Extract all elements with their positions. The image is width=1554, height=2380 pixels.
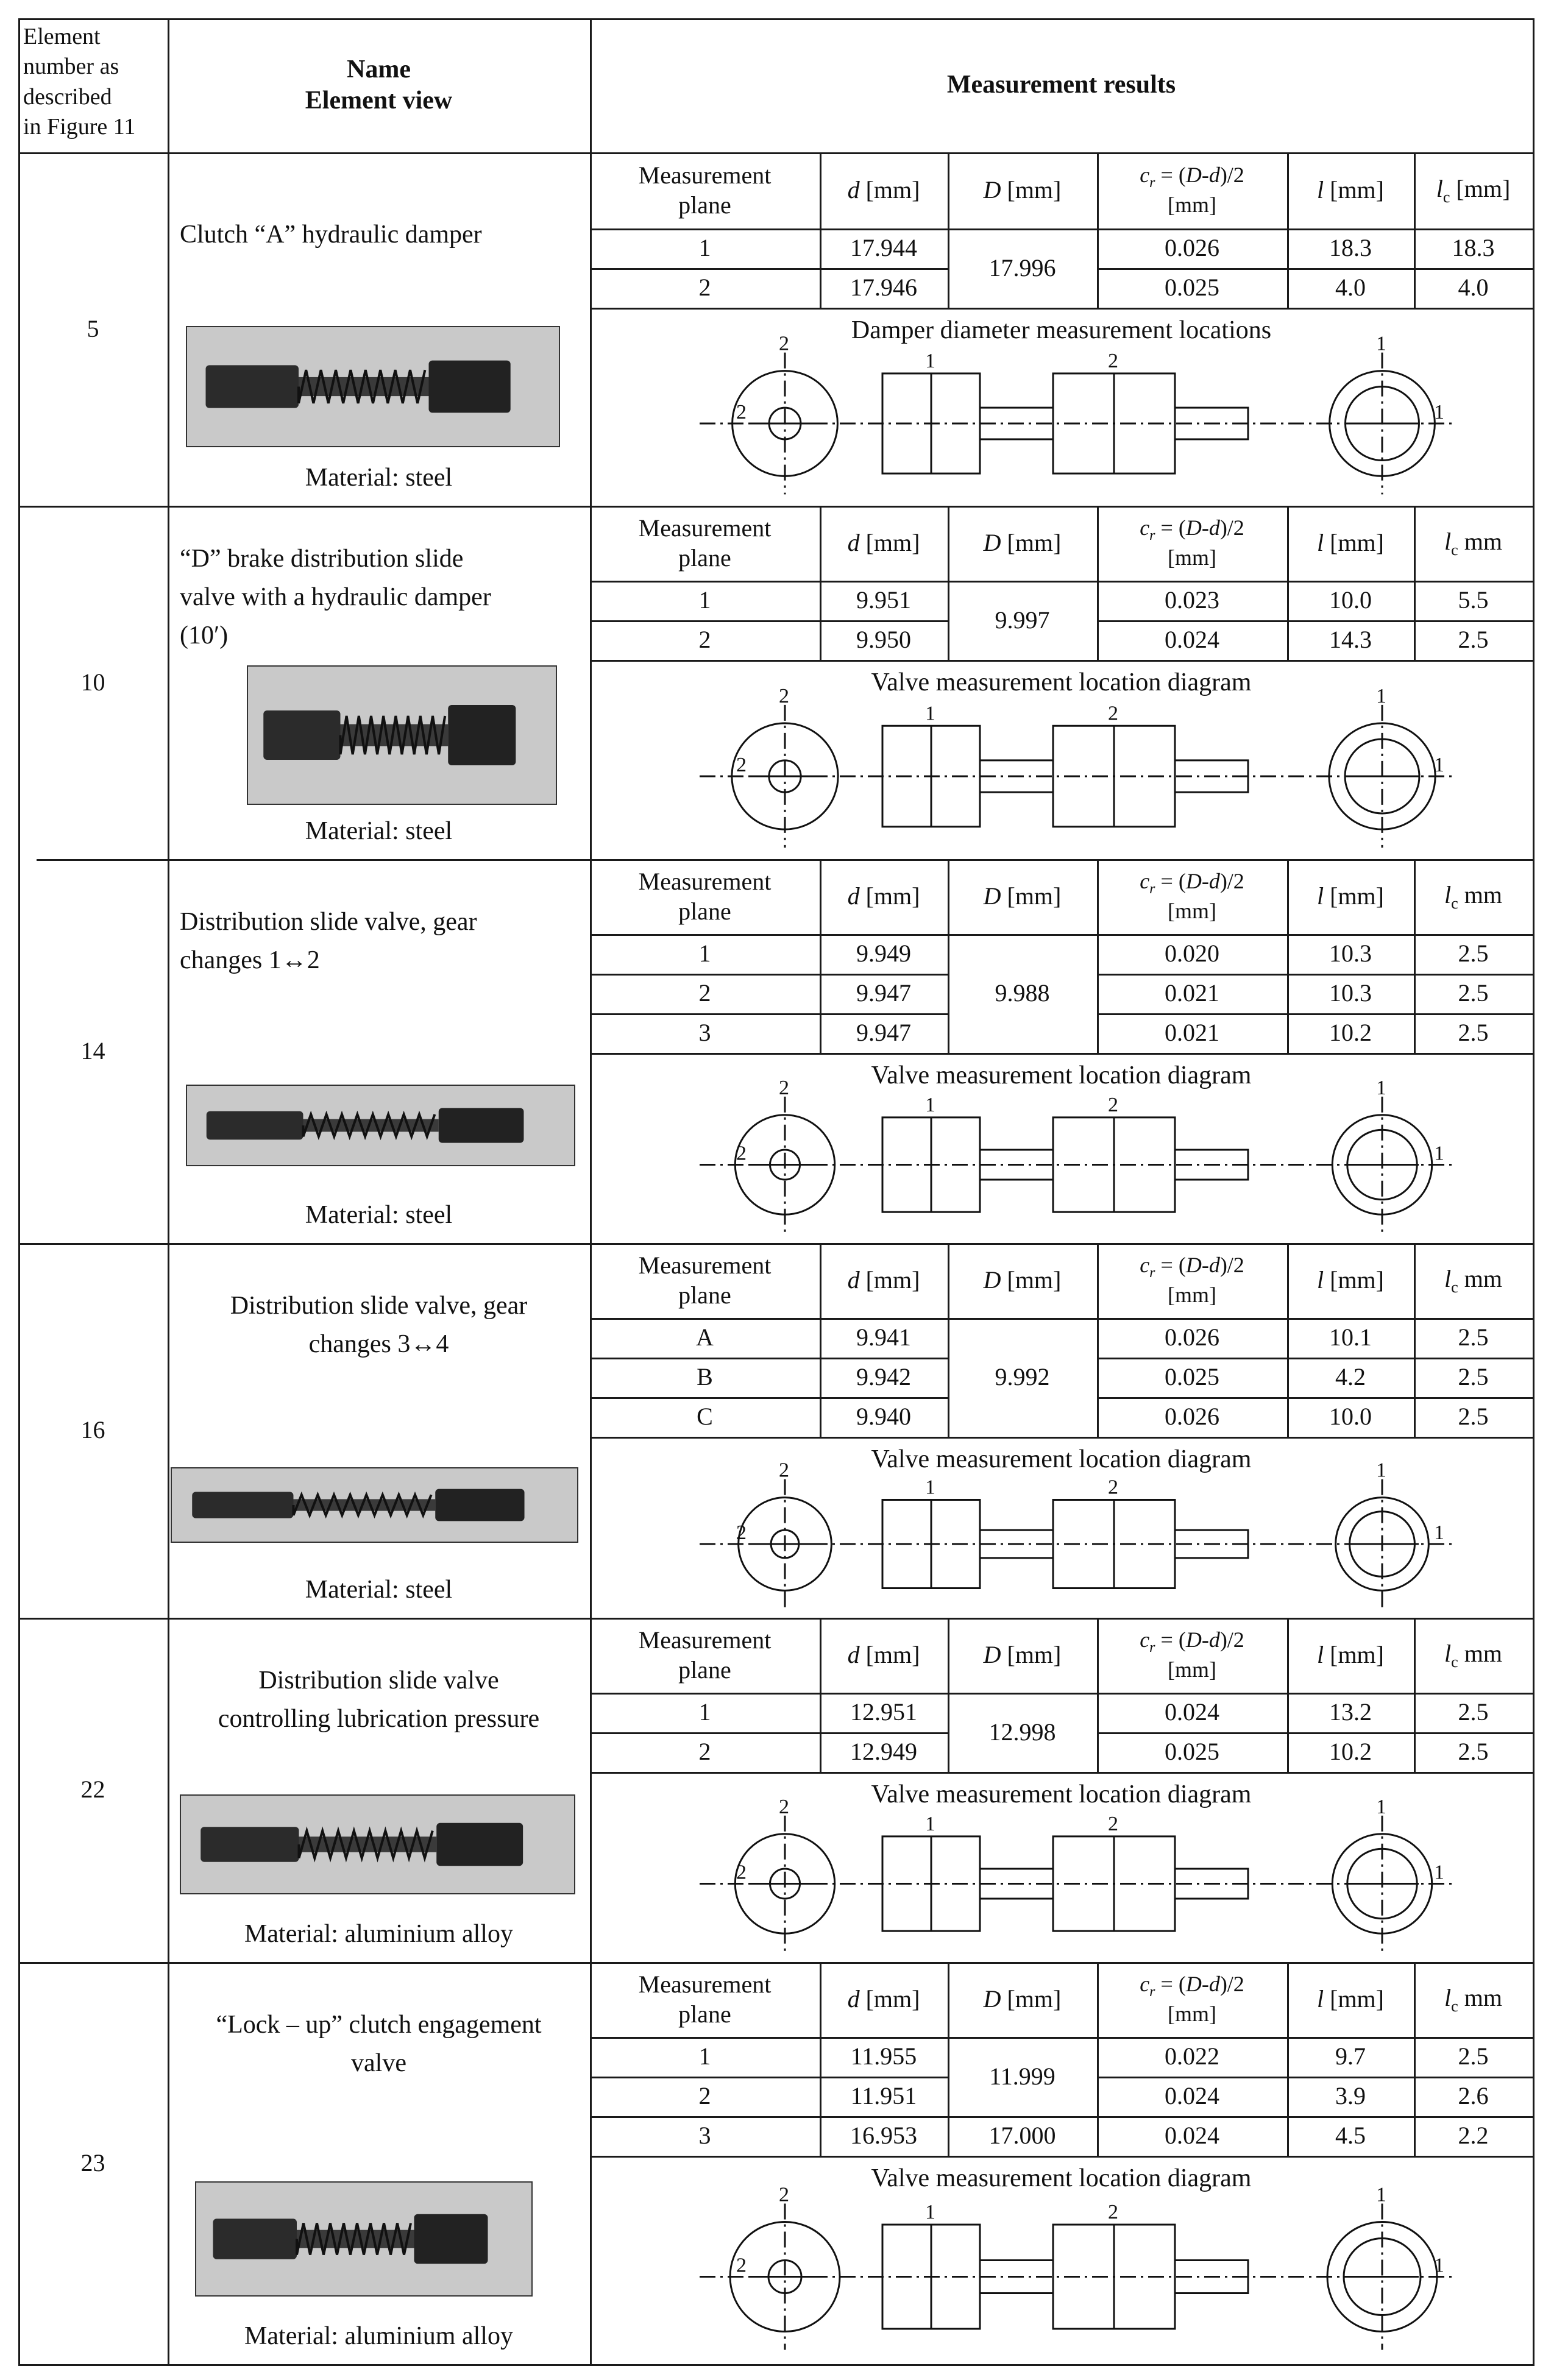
diagram-label: 2 <box>736 1142 747 1165</box>
diagram-caption: Valve measurement location diagram <box>871 1780 1252 1809</box>
diagram-label: 2 <box>779 684 789 707</box>
cell-cr: 0.023 <box>1165 586 1219 614</box>
col-header-lc: $l_c$ mm <box>1444 1264 1502 1296</box>
cell-cr: 0.021 <box>1165 1019 1219 1047</box>
element-photo <box>186 326 560 447</box>
measurement-location-diagram <box>663 332 1504 497</box>
diagram-caption: Valve measurement location diagram <box>871 2164 1252 2193</box>
col-header-d: d [mm] <box>847 529 920 557</box>
cell-l: 4.0 <box>1335 274 1366 302</box>
header-name-line2: Element view <box>305 87 453 115</box>
cell-lc: 2.5 <box>1458 1403 1489 1431</box>
cell-plane: 1 <box>698 940 711 968</box>
material-label: Material: steel <box>305 464 453 492</box>
cell-lc: 2.6 <box>1458 2082 1489 2110</box>
col-header-D: D [mm] <box>983 1641 1062 1669</box>
measurement-location-diagram <box>663 684 1504 850</box>
cell-lc: 2.5 <box>1458 1019 1489 1047</box>
header-element-number: Element number as described in Figure 11 <box>23 24 136 140</box>
cell-lc: 4.0 <box>1458 274 1489 302</box>
cell-plane: B <box>697 1363 713 1391</box>
cell-l: 10.3 <box>1329 979 1372 1007</box>
element-name: “Lock – up” clutch engagement valve <box>216 2011 542 2077</box>
diagram-label: 1 <box>1434 401 1444 423</box>
cell-l: 10.3 <box>1329 940 1372 968</box>
cell-d: 9.950 <box>856 626 911 654</box>
col-header-l: l [mm] <box>1317 1266 1384 1294</box>
cell-lc: 5.5 <box>1458 586 1489 614</box>
table-border-right <box>1533 18 1534 2366</box>
cell-lc: 2.5 <box>1458 1323 1489 1351</box>
cell-d: 9.951 <box>856 586 911 614</box>
col-header-cr: $c_r = (D-d)/2$ [mm] <box>1140 1971 1244 2027</box>
cell-d: 9.949 <box>856 940 911 968</box>
col-header-d: d [mm] <box>847 1266 920 1294</box>
element-number: 10 <box>80 668 105 696</box>
cell-cr: 0.026 <box>1165 1323 1219 1351</box>
diagram-label: 2 <box>1108 702 1118 725</box>
cell-d: 11.955 <box>850 2042 917 2070</box>
cell-lc: 2.2 <box>1458 2122 1489 2150</box>
element-number: 16 <box>80 1416 105 1444</box>
diagram-label: 1 <box>1434 1521 1444 1544</box>
cell-cr: 0.026 <box>1165 234 1219 262</box>
subtable-rule <box>590 308 1533 310</box>
cell-lc: 2.5 <box>1458 2042 1489 2070</box>
cell-D-merged: 11.999 <box>989 2062 1056 2090</box>
cell-l: 10.1 <box>1329 1323 1372 1351</box>
diagram-label: 2 <box>1108 1476 1118 1499</box>
cell-plane: 1 <box>698 586 711 614</box>
element-number: 5 <box>87 314 99 342</box>
col-header-D: D [mm] <box>983 1266 1062 1294</box>
col-header-cr: $c_r = (D-d)/2$ [mm] <box>1140 1252 1244 1308</box>
cell-plane: 2 <box>698 274 711 302</box>
measurement-location-diagram <box>663 1076 1504 1234</box>
diagram-label: 2 <box>1108 349 1118 372</box>
cell-D-merged: 12.998 <box>988 1718 1056 1746</box>
col-header-lc: $l_c$ [mm] <box>1436 174 1511 206</box>
cell-lc: 2.5 <box>1458 1698 1489 1726</box>
cell-d: 11.951 <box>850 2082 917 2110</box>
element-name: Distribution slide valve, gear changes 1↔2 <box>180 908 477 974</box>
element-photo <box>186 1085 575 1166</box>
cell-cr: 0.024 <box>1165 2082 1219 2110</box>
diagram-label: 1 <box>925 702 935 725</box>
diagram-label: 2 <box>736 1521 747 1544</box>
subtable-rule <box>590 1053 1533 1055</box>
col-header-d: d [mm] <box>847 1641 920 1669</box>
measurement-location-diagram <box>663 1795 1504 1953</box>
cell-cr: 0.026 <box>1165 1403 1219 1431</box>
cell-d: 17.946 <box>850 274 917 302</box>
cell-l: 4.5 <box>1335 2122 1366 2150</box>
element-photo <box>180 1794 575 1894</box>
element-name: Distribution slide valve, gear changes 3↔4 <box>230 1292 528 1358</box>
col-header-l: l [mm] <box>1317 529 1384 557</box>
diagram-caption: Valve measurement location diagram <box>871 1061 1252 1090</box>
cell-cr: 0.020 <box>1165 940 1219 968</box>
diagram-label: 2 <box>779 1795 789 1818</box>
diagram-label: 1 <box>925 1093 935 1116</box>
cell-cr: 0.024 <box>1165 2122 1219 2150</box>
column-rule <box>168 18 169 2364</box>
cell-D-merged: 9.988 <box>995 979 1050 1007</box>
header-name <box>168 18 590 152</box>
diagram-label: 1 <box>1434 2254 1444 2277</box>
cell-d: 9.940 <box>856 1403 911 1431</box>
col-header-D: D [mm] <box>983 529 1062 557</box>
diagram-label: 2 <box>1108 1812 1118 1835</box>
diagram-label: 1 <box>1376 332 1386 355</box>
col-header-d: d [mm] <box>847 882 920 910</box>
diagram-label: 2 <box>736 2254 747 2277</box>
element-photo <box>247 665 557 805</box>
measurement-location-diagram <box>663 2183 1504 2355</box>
col-header-cr: $c_r = (D-d)/2$ [mm] <box>1140 1627 1244 1682</box>
cell-plane: 2 <box>698 979 711 1007</box>
cell-plane: C <box>697 1403 713 1431</box>
col-header-l: l [mm] <box>1317 1985 1384 2013</box>
diagram-label: 2 <box>1108 1093 1118 1116</box>
diagram-label: 2 <box>779 2183 789 2206</box>
element-name: Clutch “A” hydraulic damper <box>180 220 482 249</box>
element-photo <box>195 2181 533 2297</box>
table-border-left <box>18 18 20 2364</box>
diagram-label: 1 <box>1376 1795 1386 1818</box>
cell-lc: 2.5 <box>1458 1363 1489 1391</box>
diagram-label: 1 <box>925 2201 935 2223</box>
cell-l: 10.2 <box>1329 1738 1372 1766</box>
diagram-label: 1 <box>925 1476 935 1499</box>
cell-lc: 2.5 <box>1458 1738 1489 1766</box>
cell-d: 12.949 <box>850 1738 917 1766</box>
col-header-plane: Measurement plane <box>638 867 772 925</box>
diagram-label: 1 <box>925 349 935 372</box>
element-photo <box>171 1467 578 1543</box>
element-name: “D” brake distribution slide valve with a hydraulic damper (10′) <box>180 544 491 650</box>
header-measurement-results: Measurement results <box>946 71 1176 99</box>
cell-d: 12.951 <box>850 1698 917 1726</box>
cell-cr: 0.025 <box>1165 274 1219 302</box>
col-header-lc: $l_c$ mm <box>1444 1983 1502 2015</box>
cell-lc: 2.5 <box>1458 626 1489 654</box>
col-header-D: D [mm] <box>983 176 1062 204</box>
col-header-l: l [mm] <box>1317 176 1384 204</box>
material-label: Material: steel <box>305 817 453 846</box>
cell-l: 9.7 <box>1335 2042 1366 2070</box>
cell-cr: 0.021 <box>1165 979 1219 1007</box>
diagram-label: 1 <box>1434 1142 1444 1165</box>
cell-d: 9.941 <box>856 1323 911 1351</box>
material-label: Material: aluminium alloy <box>244 1920 513 1949</box>
cell-plane: 2 <box>698 626 711 654</box>
col-header-plane: Measurement plane <box>638 514 772 572</box>
cell-cr: 0.025 <box>1165 1363 1219 1391</box>
cell-plane: 1 <box>698 234 711 262</box>
cell-plane: 1 <box>698 2042 711 2070</box>
cell-lc: 2.5 <box>1458 940 1489 968</box>
col-header-D: D [mm] <box>983 1985 1062 2013</box>
cell-d: 16.953 <box>850 2122 917 2150</box>
element-number: 22 <box>80 1776 105 1804</box>
cell-d: 9.947 <box>856 1019 911 1047</box>
col-header-plane: Measurement plane <box>638 1626 772 1684</box>
cell-D-merged: 17.996 <box>988 253 1056 282</box>
cell-cr: 0.024 <box>1165 1698 1219 1726</box>
col-header-lc: $l_c$ mm <box>1444 1639 1502 1671</box>
col-header-d: d [mm] <box>847 1985 920 2013</box>
col-header-cr: $c_r = (D-d)/2$ [mm] <box>1140 868 1244 924</box>
col-header-plane: Measurement plane <box>638 1970 772 2028</box>
cell-plane: 2 <box>698 1738 711 1766</box>
cell-l: 3.9 <box>1335 2082 1366 2110</box>
cell-l: 4.2 <box>1335 1363 1366 1391</box>
diagram-label: 1 <box>1376 1076 1386 1099</box>
col-header-d: d [mm] <box>847 176 920 204</box>
cell-cr: 0.025 <box>1165 1738 1219 1766</box>
diagram-caption: Valve measurement location diagram <box>871 1445 1252 1474</box>
element-number: 23 <box>80 2148 105 2176</box>
diagram-caption: Valve measurement location diagram <box>871 668 1252 697</box>
cell-lc: 2.5 <box>1458 979 1489 1007</box>
diagram-label: 2 <box>736 754 747 776</box>
subtable-rule <box>590 1772 1533 1774</box>
cell-l: 10.2 <box>1329 1019 1372 1047</box>
col-header-cr: $c_r = (D-d)/2$ [mm] <box>1140 515 1244 570</box>
diagram-label: 2 <box>736 1861 747 1884</box>
diagram-label: 1 <box>925 1812 935 1835</box>
diagram-label: 2 <box>779 1076 789 1099</box>
col-header-cr: $c_r = (D-d)/2$ [mm] <box>1140 162 1244 218</box>
col-header-lc: $l_c$ mm <box>1444 880 1502 912</box>
cell-D-merged: 9.992 <box>995 1363 1050 1391</box>
diagram-label: 1 <box>1376 2183 1386 2206</box>
diagram-label: 2 <box>1108 2201 1118 2223</box>
cell-plane: 2 <box>698 2082 711 2110</box>
cell-lc: 18.3 <box>1452 234 1495 262</box>
diagram-label: 1 <box>1376 1459 1386 1482</box>
cell-cr: 0.022 <box>1165 2042 1219 2070</box>
cell-cr: 0.024 <box>1165 626 1219 654</box>
element-number: 14 <box>80 1036 105 1064</box>
cell-l: 10.0 <box>1329 1403 1372 1431</box>
diagram-label: 1 <box>1434 754 1444 776</box>
cell-l: 10.0 <box>1329 586 1372 614</box>
header-name-line1: Name <box>347 55 411 83</box>
cell-l: 13.2 <box>1329 1698 1372 1726</box>
subtable-rule <box>590 660 1533 662</box>
cell-d: 9.942 <box>856 1363 911 1391</box>
col-header-plane: Measurement plane <box>638 161 772 219</box>
col-header-D: D [mm] <box>983 882 1062 910</box>
diagram-label: 2 <box>779 1459 789 1482</box>
cell-plane: 3 <box>698 1019 711 1047</box>
diagram-caption: Damper diameter measurement locations <box>851 316 1272 345</box>
diagram-label: 2 <box>779 332 789 355</box>
element-name: Distribution slide valve controlling lubrication pressure <box>218 1666 540 1733</box>
cell-D-plane-3: 17.000 <box>988 2122 1056 2150</box>
diagram-label: 1 <box>1434 1861 1444 1884</box>
cell-l: 18.3 <box>1329 234 1372 262</box>
material-label: Material: aluminium alloy <box>244 2322 513 2351</box>
diagram-label: 2 <box>736 401 747 423</box>
col-header-l: l [mm] <box>1317 882 1384 910</box>
subtable-rule <box>590 2156 1533 2158</box>
material-label: Material: steel <box>305 1576 453 1604</box>
diagram-label: 1 <box>1376 684 1386 707</box>
col-header-plane: Measurement plane <box>638 1251 772 1309</box>
cell-plane: A <box>696 1323 714 1351</box>
cell-plane: 1 <box>698 1698 711 1726</box>
cell-d: 17.944 <box>850 234 917 262</box>
table-border-bottom <box>18 2364 1534 2366</box>
cell-plane: 3 <box>698 2122 711 2150</box>
cell-l: 14.3 <box>1329 626 1372 654</box>
material-label: Material: steel <box>305 1201 453 1230</box>
col-header-lc: $l_c$ mm <box>1444 527 1502 559</box>
cell-D-merged: 9.997 <box>995 606 1050 634</box>
subtable-rule <box>590 1437 1533 1439</box>
cell-d: 9.947 <box>856 979 911 1007</box>
col-header-l: l [mm] <box>1317 1641 1384 1669</box>
